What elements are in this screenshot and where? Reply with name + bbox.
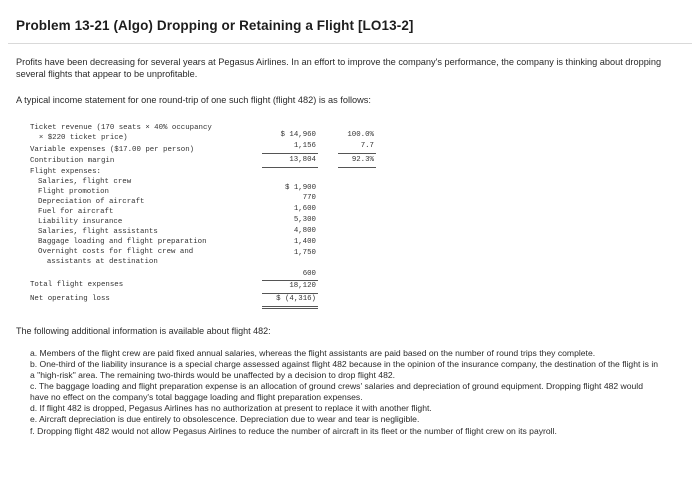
list-item: f. Dropping flight 482 would not allow Pegasus Airlines to reduce the number of aircraft in its fleet or the number of flight crew on its payroll. <box>30 425 557 436</box>
statement-label: Contribution margin <box>30 157 115 165</box>
expense-label: Overnight costs for flight crew and <box>38 248 194 256</box>
expense-label: Depreciation of aircraft <box>38 198 145 206</box>
expense-amount: 770 <box>302 194 316 202</box>
underline <box>262 280 318 281</box>
statement-amount: $ 14,960 <box>280 131 316 139</box>
expense-amount: 1,750 <box>293 249 316 257</box>
expense-amount: 5,300 <box>293 216 316 224</box>
expense-amount: $ 1,900 <box>284 184 316 192</box>
underline <box>262 153 318 154</box>
total-amount: 18,120 <box>289 282 316 290</box>
expense-label: Salaries, flight assistants <box>38 228 158 236</box>
expense-amount: 4,800 <box>293 227 316 235</box>
statement-label: × $220 ticket price) <box>30 134 128 142</box>
title-divider <box>8 43 692 44</box>
statement-percent: 92.3% <box>351 156 374 164</box>
statement-percent: 7.7 <box>360 142 374 150</box>
statement-label: Ticket revenue (170 seats × 40% occupancy <box>30 124 212 132</box>
expense-label: Salaries, flight crew <box>38 178 132 186</box>
net-label: Net operating loss <box>30 295 110 303</box>
statement-label: Flight expenses: <box>30 168 101 176</box>
list-item: a. Members of the flight crew are paid fixed annual salaries, whereas the flight assistants are paid based on the number of round trips they complete. <box>30 348 596 358</box>
additional-info-list <box>30 348 660 437</box>
net-amount: $ (4,316) <box>276 295 316 303</box>
page-title: Problem 13-21 (Algo) Dropping or Retaining a Flight [LO13-2] <box>16 18 414 33</box>
underline <box>338 167 376 168</box>
expense-label: Baggage loading and flight preparation <box>38 238 207 246</box>
underline <box>338 153 376 154</box>
list-item: c. The baggage loading and flight preparation expense is an allocation of ground crews' salaries and depreciation of ground equipment. Dropping flight 482 would have no effect on the company's total baggage loading and flight preparation expenses. <box>30 381 644 402</box>
underline <box>262 167 318 168</box>
list-item: d. If flight 482 is dropped, Pegasus Airlines has no authorization at present to replace it with another flight. <box>30 403 432 414</box>
intro-paragraph: Profits have been decreasing for several years at Pegasus Airlines. In an effort to improve the company's performance, the company is thinking about dropping several flights that appear to be unprofitable. <box>16 57 662 79</box>
expense-label: Fuel for aircraft <box>38 208 114 216</box>
expense-label: assistants at destination <box>38 258 158 266</box>
statement-amount: 13,804 <box>289 156 316 164</box>
expense-label: Flight promotion <box>38 188 109 196</box>
double-underline <box>262 306 318 307</box>
list-item: e. Aircraft depreciation is due entirely to obsolescence. Depreciation due to wear and tear is negligible. <box>30 414 420 425</box>
double-underline <box>262 308 318 309</box>
expense-amount: 1,400 <box>293 238 316 246</box>
statement-percent: 100.0% <box>347 131 374 139</box>
statement-intro: A typical income statement for one round-trip of one such flight (flight 482) is as follows: <box>16 95 371 105</box>
total-label: Total flight expenses <box>30 281 124 289</box>
statement-label: Variable expenses ($17.00 per person) <box>30 146 195 154</box>
expense-amount: 600 <box>302 270 316 278</box>
underline <box>262 293 318 294</box>
additional-heading: The following additional information is available about flight 482: <box>16 326 271 336</box>
expense-amount: 1,600 <box>293 205 316 213</box>
expense-label: Liability insurance <box>38 218 123 226</box>
list-item: b. One-third of the liability insurance is a special charge assessed against flight 482 because in the opinion of the insurance company, the destination of the flight is in a "high-risk" area. The remaining two-thirds would be unaffected by a decision to drop flight 482. <box>30 359 659 380</box>
statement-amount: 1,156 <box>293 142 316 150</box>
